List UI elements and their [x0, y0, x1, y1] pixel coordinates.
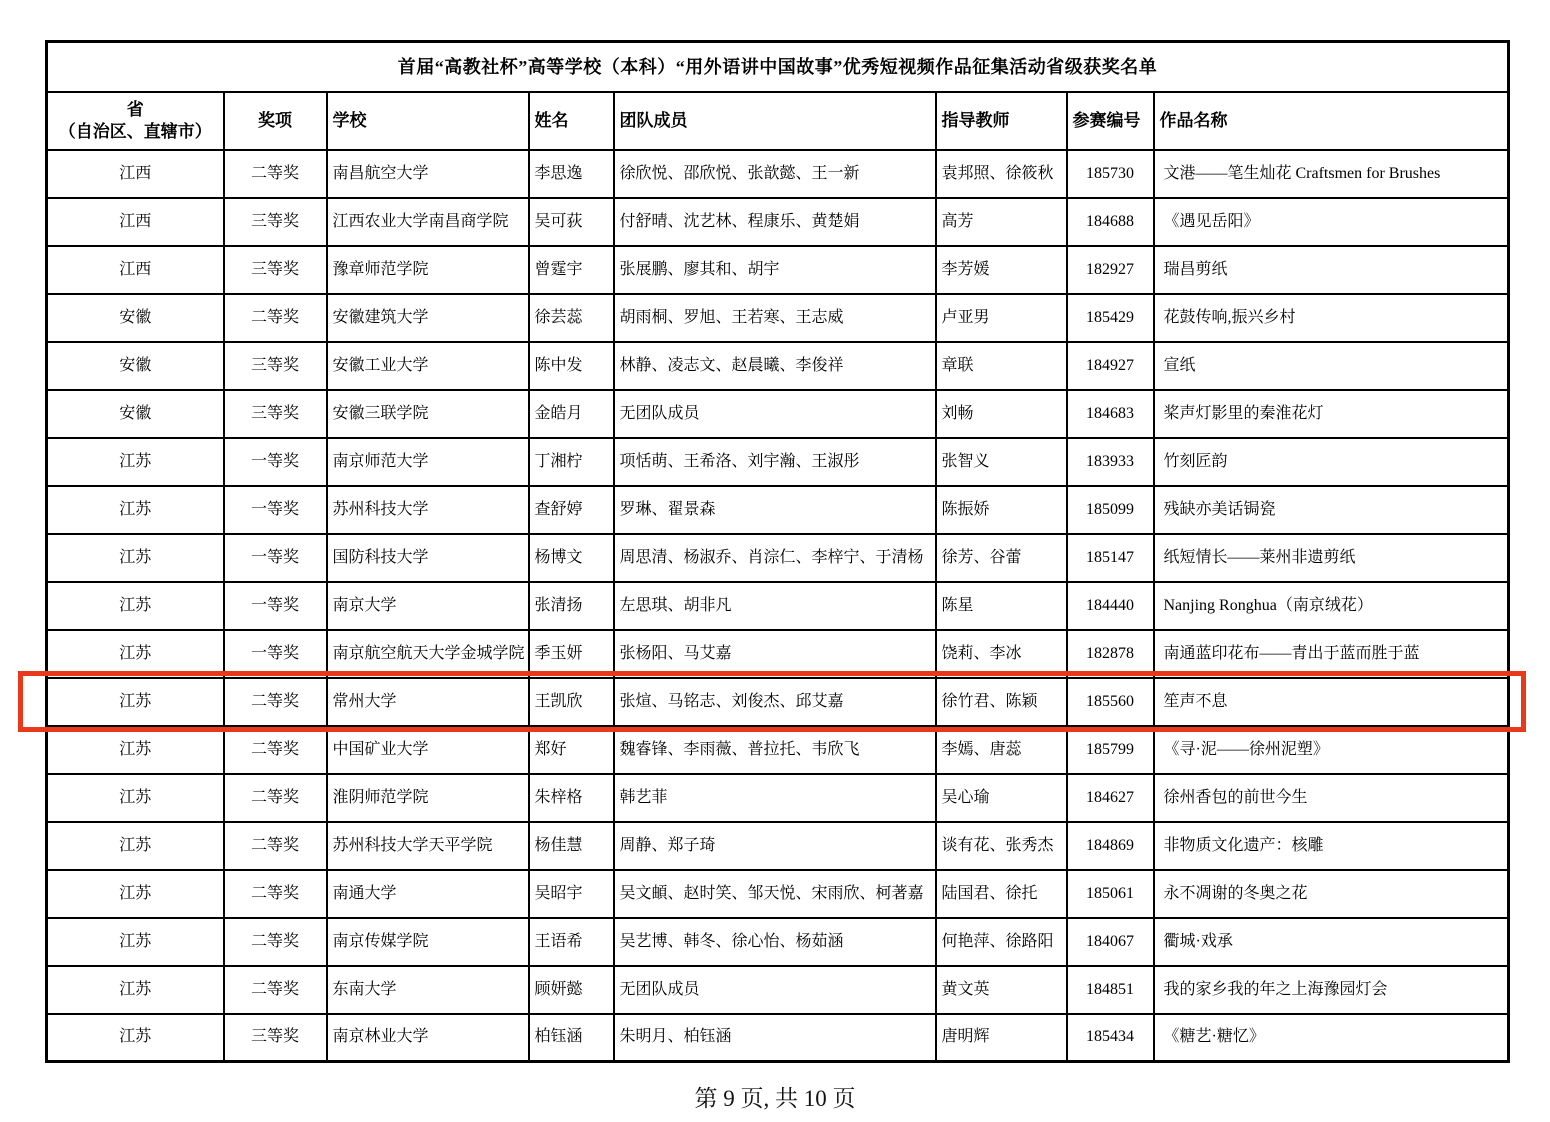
cell-award: 二等奖 — [224, 870, 327, 918]
cell-name: 徐芸蕊 — [529, 294, 614, 342]
cell-team: 林静、凌志文、赵晨曦、李俊祥 — [614, 342, 936, 390]
cell-province: 安徽 — [47, 390, 224, 438]
cell-award: 三等奖 — [224, 390, 327, 438]
cell-school: 南京航空航天大学金城学院 — [327, 630, 529, 678]
cell-team: 韩艺菲 — [614, 774, 936, 822]
cell-award: 二等奖 — [224, 726, 327, 774]
cell-entry-id: 184927 — [1067, 342, 1154, 390]
cell-school: 安徽工业大学 — [327, 342, 529, 390]
cell-work: 《糖艺·糖忆》 — [1154, 1014, 1509, 1062]
cell-team: 吴文頔、赵时笑、邹天悦、宋雨欣、柯著嘉 — [614, 870, 936, 918]
cell-team: 张展鹏、廖其和、胡宇 — [614, 246, 936, 294]
cell-award: 三等奖 — [224, 198, 327, 246]
cell-entry-id: 185099 — [1067, 486, 1154, 534]
cell-entry-id: 184440 — [1067, 582, 1154, 630]
table-row — [47, 150, 1509, 198]
cell-teachers: 徐芳、谷蕾 — [936, 534, 1067, 582]
cell-school: 国防科技大学 — [327, 534, 529, 582]
cell-school: 东南大学 — [327, 966, 529, 1014]
table-row — [47, 342, 1509, 390]
table-row — [47, 582, 1509, 630]
cell-school: 江西农业大学南昌商学院 — [327, 198, 529, 246]
cell-name: 李思逸 — [529, 150, 614, 198]
table-row — [47, 294, 1509, 342]
cell-team: 周静、郑子琦 — [614, 822, 936, 870]
cell-work: 桨声灯影里的秦淮花灯 — [1154, 390, 1509, 438]
cell-work: 笙声不息 — [1154, 678, 1509, 726]
cell-name: 王凯欣 — [529, 678, 614, 726]
cell-teachers: 李芳媛 — [936, 246, 1067, 294]
cell-teachers: 何艳萍、徐路阳 — [936, 918, 1067, 966]
cell-award: 二等奖 — [224, 774, 327, 822]
cell-team: 吴艺博、韩冬、徐心怡、杨茹涵 — [614, 918, 936, 966]
cell-team: 项恬萌、王希洛、刘宇瀚、王淑彤 — [614, 438, 936, 486]
cell-team: 徐欣悦、邵欣悦、张歆懿、王一新 — [614, 150, 936, 198]
header-province-line1: 省 — [126, 100, 144, 120]
cell-province: 江苏 — [47, 774, 224, 822]
cell-work: 《寻·泥——徐州泥塑》 — [1154, 726, 1509, 774]
cell-name: 王语希 — [529, 918, 614, 966]
cell-entry-id: 185147 — [1067, 534, 1154, 582]
table-row — [47, 1014, 1509, 1062]
cell-province: 江苏 — [47, 678, 224, 726]
page-number: 第 9 页, 共 10 页 — [694, 1086, 856, 1111]
cell-entry-id: 185061 — [1067, 870, 1154, 918]
cell-award: 二等奖 — [224, 822, 327, 870]
cell-name: 杨博文 — [529, 534, 614, 582]
table-header-row — [47, 92, 1509, 150]
cell-entry-id: 185799 — [1067, 726, 1154, 774]
cell-award: 二等奖 — [224, 918, 327, 966]
table-row — [47, 822, 1509, 870]
cell-award: 二等奖 — [224, 294, 327, 342]
award-table — [45, 40, 1510, 1063]
cell-province: 江苏 — [47, 438, 224, 486]
cell-work: 南通蓝印花布——青出于蓝而胜于蓝 — [1154, 630, 1509, 678]
header-teachers: 指导教师 — [936, 92, 1067, 150]
cell-entry-id: 185560 — [1067, 678, 1154, 726]
cell-work: 衢城·戏承 — [1154, 918, 1509, 966]
cell-teachers: 谈有花、张秀杰 — [936, 822, 1067, 870]
cell-award: 三等奖 — [224, 1014, 327, 1062]
table-row — [47, 918, 1509, 966]
cell-province: 江西 — [47, 198, 224, 246]
cell-teachers: 黄文英 — [936, 966, 1067, 1014]
cell-entry-id: 184688 — [1067, 198, 1154, 246]
cell-school: 豫章师范学院 — [327, 246, 529, 294]
cell-name: 季玉妍 — [529, 630, 614, 678]
cell-entry-id: 184627 — [1067, 774, 1154, 822]
cell-award: 二等奖 — [224, 150, 327, 198]
cell-entry-id: 182878 — [1067, 630, 1154, 678]
header-province — [47, 92, 224, 150]
table-row — [47, 870, 1509, 918]
cell-entry-id: 185434 — [1067, 1014, 1154, 1062]
cell-school: 南京师范大学 — [327, 438, 529, 486]
cell-province: 江西 — [47, 246, 224, 294]
cell-teachers: 刘畅 — [936, 390, 1067, 438]
table-row — [47, 486, 1509, 534]
cell-school: 苏州科技大学天平学院 — [327, 822, 529, 870]
cell-entry-id: 184851 — [1067, 966, 1154, 1014]
cell-entry-id: 185429 — [1067, 294, 1154, 342]
table-row — [47, 390, 1509, 438]
table-row — [47, 678, 1509, 726]
cell-teachers: 卢亚男 — [936, 294, 1067, 342]
cell-team: 周思清、杨淑乔、肖淙仁、李梓宁、于清杨 — [614, 534, 936, 582]
cell-province: 江苏 — [47, 582, 224, 630]
table-row — [47, 966, 1509, 1014]
cell-province: 安徽 — [47, 342, 224, 390]
table-row — [47, 198, 1509, 246]
cell-school: 安徽三联学院 — [327, 390, 529, 438]
cell-work: 宣纸 — [1154, 342, 1509, 390]
header-name: 姓名 — [529, 92, 614, 150]
cell-province: 江苏 — [47, 822, 224, 870]
cell-name: 杨佳慧 — [529, 822, 614, 870]
cell-team: 左思琪、胡非凡 — [614, 582, 936, 630]
cell-team: 张杨阳、马艾嘉 — [614, 630, 936, 678]
cell-name: 朱梓格 — [529, 774, 614, 822]
table-row — [47, 774, 1509, 822]
header-award: 奖项 — [224, 92, 327, 150]
cell-teachers: 陈振娇 — [936, 486, 1067, 534]
cell-province: 江苏 — [47, 726, 224, 774]
cell-school: 南昌航空大学 — [327, 150, 529, 198]
cell-province: 江苏 — [47, 486, 224, 534]
cell-name: 查舒婷 — [529, 486, 614, 534]
cell-name: 顾妍懿 — [529, 966, 614, 1014]
cell-award: 一等奖 — [224, 438, 327, 486]
cell-award: 三等奖 — [224, 246, 327, 294]
table-row — [47, 438, 1509, 486]
cell-province: 江苏 — [47, 534, 224, 582]
cell-name: 吴可荻 — [529, 198, 614, 246]
cell-entry-id: 184869 — [1067, 822, 1154, 870]
cell-team: 张煊、马铭志、刘俊杰、邱艾嘉 — [614, 678, 936, 726]
cell-name: 丁湘柠 — [529, 438, 614, 486]
cell-work: 纸短情长——莱州非遗剪纸 — [1154, 534, 1509, 582]
cell-name: 张清扬 — [529, 582, 614, 630]
cell-work: Nanjing Ronghua（南京绒花） — [1154, 582, 1509, 630]
cell-school: 南通大学 — [327, 870, 529, 918]
cell-teachers: 袁邦照、徐筱秋 — [936, 150, 1067, 198]
cell-teachers: 陆国君、徐托 — [936, 870, 1067, 918]
table-row — [47, 534, 1509, 582]
table-title: 首届“高教社杯”高等学校（本科）“用外语讲中国故事”优秀短视频作品征集活动省级获奖名单 — [47, 42, 1509, 92]
cell-work: 残缺亦美话锔瓷 — [1154, 486, 1509, 534]
cell-team: 胡雨桐、罗旭、王若寒、王志威 — [614, 294, 936, 342]
table-row — [47, 246, 1509, 294]
cell-teachers: 章联 — [936, 342, 1067, 390]
cell-work: 文港——笔生灿花 Craftsmen for Brushes — [1154, 150, 1509, 198]
cell-entry-id: 183933 — [1067, 438, 1154, 486]
cell-school: 中国矿业大学 — [327, 726, 529, 774]
cell-province: 安徽 — [47, 294, 224, 342]
cell-province: 江苏 — [47, 1014, 224, 1062]
cell-province: 江苏 — [47, 918, 224, 966]
cell-school: 南京大学 — [327, 582, 529, 630]
cell-work: 徐州香包的前世今生 — [1154, 774, 1509, 822]
cell-province: 江苏 — [47, 870, 224, 918]
cell-name: 陈中发 — [529, 342, 614, 390]
cell-teachers: 饶莉、李冰 — [936, 630, 1067, 678]
cell-school: 常州大学 — [327, 678, 529, 726]
cell-name: 吴昭宇 — [529, 870, 614, 918]
cell-team: 付舒晴、沈艺林、程康乐、黄楚娟 — [614, 198, 936, 246]
cell-name: 郑好 — [529, 726, 614, 774]
cell-team: 无团队成员 — [614, 966, 936, 1014]
cell-school: 淮阴师范学院 — [327, 774, 529, 822]
cell-entry-id: 184683 — [1067, 390, 1154, 438]
cell-teachers: 吴心瑜 — [936, 774, 1067, 822]
header-team: 团队成员 — [614, 92, 936, 150]
cell-teachers: 徐竹君、陈颖 — [936, 678, 1067, 726]
cell-award: 一等奖 — [224, 534, 327, 582]
cell-work: 竹刻匠韵 — [1154, 438, 1509, 486]
table-body — [47, 150, 1509, 1062]
cell-award: 三等奖 — [224, 342, 327, 390]
cell-name: 柏钰涵 — [529, 1014, 614, 1062]
cell-award: 二等奖 — [224, 966, 327, 1014]
cell-work: 花鼓传响,振兴乡村 — [1154, 294, 1509, 342]
table-row — [47, 630, 1509, 678]
cell-work: 《遇见岳阳》 — [1154, 198, 1509, 246]
cell-team: 魏睿锋、李雨薇、普拉托、韦欣飞 — [614, 726, 936, 774]
cell-school: 南京传媒学院 — [327, 918, 529, 966]
cell-entry-id: 182927 — [1067, 246, 1154, 294]
table-head-static — [47, 42, 1509, 150]
cell-team: 罗琳、翟景森 — [614, 486, 936, 534]
cell-school: 安徽建筑大学 — [327, 294, 529, 342]
table-title-row — [47, 42, 1509, 92]
cell-name: 金皓月 — [529, 390, 614, 438]
cell-award: 一等奖 — [224, 582, 327, 630]
cell-province: 江西 — [47, 150, 224, 198]
cell-work: 我的家乡我的年之上海豫园灯会 — [1154, 966, 1509, 1014]
cell-province: 江苏 — [47, 966, 224, 1014]
cell-entry-id: 184067 — [1067, 918, 1154, 966]
cell-team: 朱明月、柏钰涵 — [614, 1014, 936, 1062]
header-work: 作品名称 — [1154, 92, 1509, 150]
header-province-line2: （自治区、直辖市） — [58, 121, 212, 141]
cell-teachers: 陈星 — [936, 582, 1067, 630]
cell-work: 永不凋谢的冬奥之花 — [1154, 870, 1509, 918]
cell-teachers: 唐明辉 — [936, 1014, 1067, 1062]
cell-school: 南京林业大学 — [327, 1014, 529, 1062]
cell-work: 非物质文化遗产：核雕 — [1154, 822, 1509, 870]
cell-award: 一等奖 — [224, 630, 327, 678]
table-row — [47, 726, 1509, 774]
header-entry-id: 参赛编号 — [1067, 92, 1154, 150]
cell-team: 无团队成员 — [614, 390, 936, 438]
cell-province: 江苏 — [47, 630, 224, 678]
cell-name: 曾霆宇 — [529, 246, 614, 294]
cell-entry-id: 185730 — [1067, 150, 1154, 198]
cell-award: 二等奖 — [224, 678, 327, 726]
header-school: 学校 — [327, 92, 529, 150]
cell-award: 一等奖 — [224, 486, 327, 534]
cell-work: 瑞昌剪纸 — [1154, 246, 1509, 294]
cell-teachers: 李嫣、唐蕊 — [936, 726, 1067, 774]
cell-teachers: 张智义 — [936, 438, 1067, 486]
cell-teachers: 高芳 — [936, 198, 1067, 246]
cell-school: 苏州科技大学 — [327, 486, 529, 534]
